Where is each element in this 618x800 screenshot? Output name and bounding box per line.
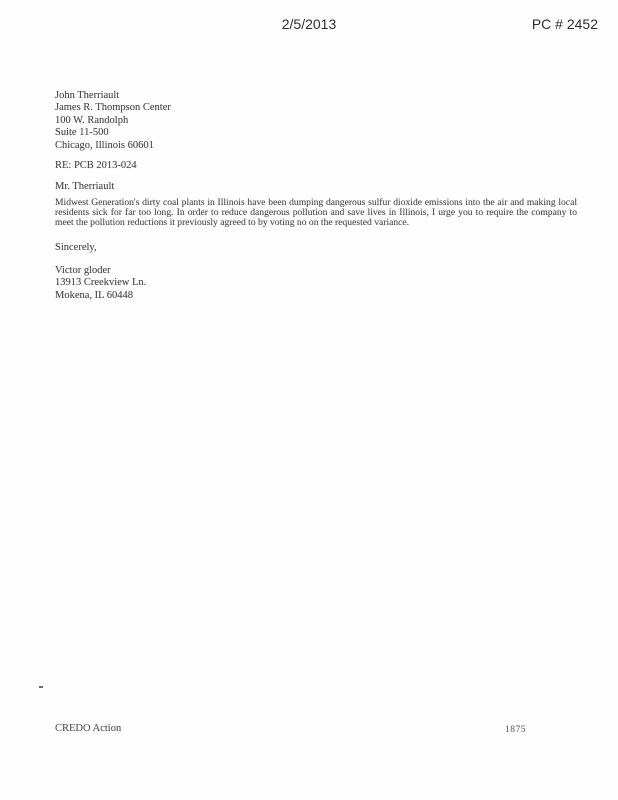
recipient-organization: James R. Thompson Center (55, 102, 171, 114)
sender-address-block (55, 265, 577, 302)
recipient-suite: Suite 11-500 (55, 127, 109, 139)
sender-city-state-zip: Mokena, IL 60448 (55, 289, 134, 301)
sender-name: Victor gloder (55, 265, 111, 277)
public-comment-number-stamp: PC # 2452 (531, 16, 598, 32)
scan-date-stamp: 2/5/2013 (281, 16, 337, 32)
closing: Sincerely, (55, 241, 97, 253)
scan-artifact-mark (39, 686, 43, 688)
footer-organization-label: CREDO Action (55, 723, 122, 734)
letter-content (55, 90, 577, 302)
recipient-address-block (55, 90, 577, 152)
recipient-city-state-zip: Chicago, Illinois 60601 (55, 139, 154, 151)
letter-body-paragraph: Midwest Generation's dirty coal plants in Illinois have been dumping dangerous sulfur dioxide emissions into the air and making local residents sick for far too long. In order to reduce dangerous pollution and save lives in Illinois, I urge you to require the company to meet the pollution reductions it previously agreed to by voting no on the requested variance. (55, 196, 577, 228)
recipient-street: 100 W. Randolph (55, 114, 129, 126)
re-line: RE: PCB 2013-024 (55, 160, 137, 172)
salutation: Mr. Therriault (55, 181, 115, 193)
recipient-name: John Therriault (55, 90, 120, 101)
footer-page-number: 1875 (505, 725, 526, 735)
sender-street: 13913 Creekview Ln. (55, 277, 147, 289)
